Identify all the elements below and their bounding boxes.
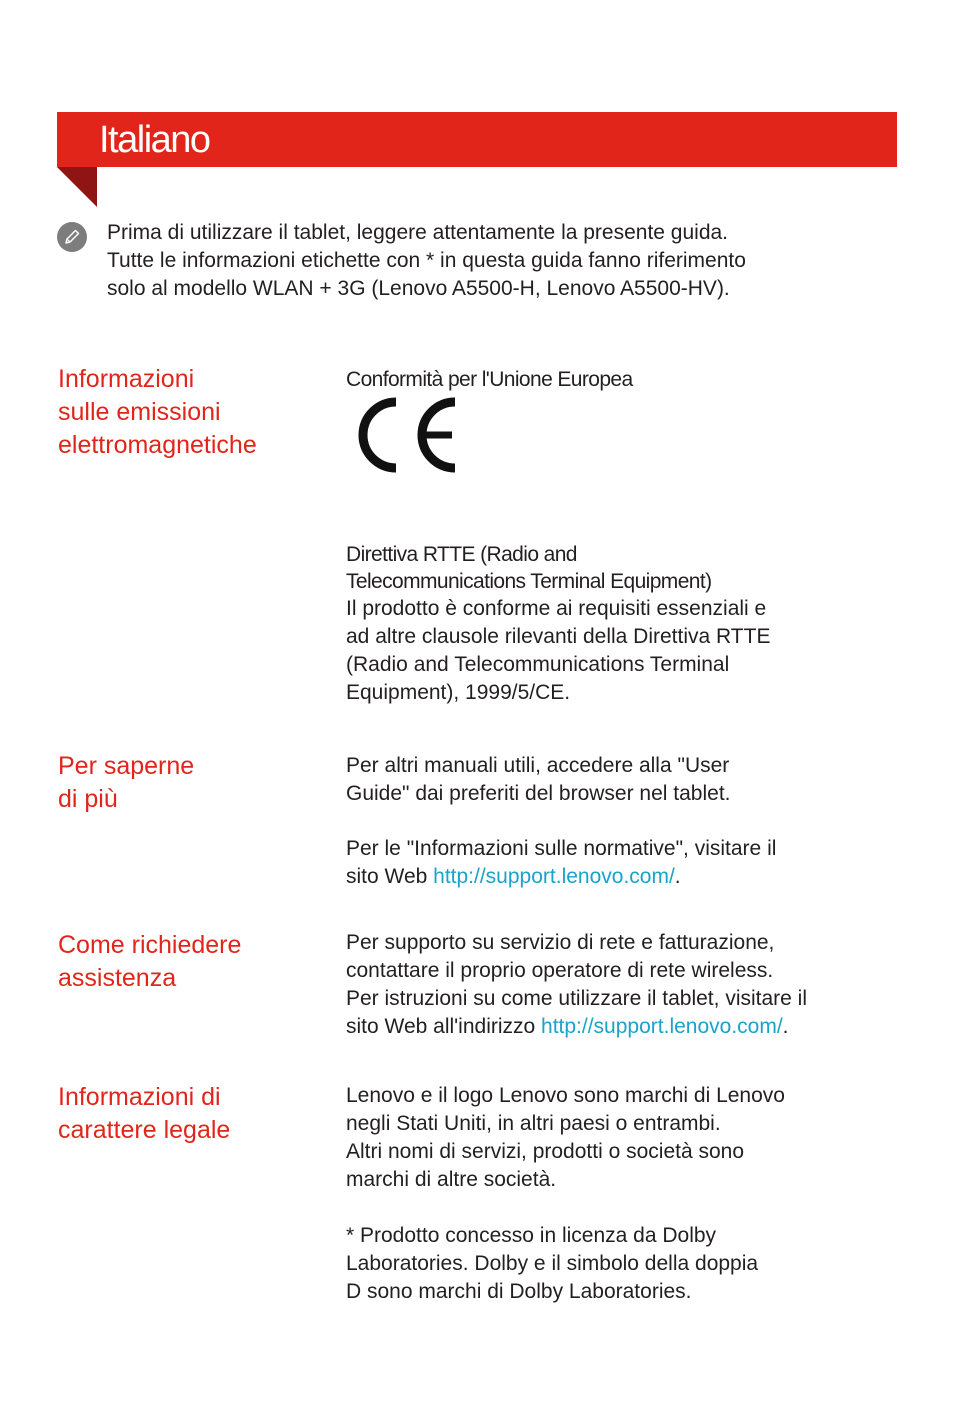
support-link[interactable]: http://support.lenovo.com/: [433, 865, 675, 888]
note-line: Prima di utilizzare il tablet, leggere attentamente la presente guida.: [107, 221, 729, 244]
ce-mark-logo: [346, 394, 462, 476]
section-label-emissions: Informazioni sulle emissioni elettromagnetiche: [58, 365, 257, 459]
rtte-heading: Direttiva RTTE (Radio and Telecommunications Terminal Equipment): [346, 543, 712, 593]
page-title: Italiano: [99, 119, 210, 161]
section-label-support: Come richiedere assistenza: [58, 931, 242, 992]
section-label-legal: Informazioni di carattere legale: [58, 1083, 231, 1144]
banner-fold: [57, 167, 97, 207]
support-paragraph: Per supporto su servizio di rete e fatturazione, contattare il proprio operatore di rete wireless. Per istruzioni su come utilizzare il tablet, visitare il sito Web all'indirizzo http://support.lenovo.com/.: [346, 931, 807, 1038]
legal-paragraph-2: * Prodotto concesso in licenza da Dolby Laboratories. Dolby e il simbolo della doppia D sono marchi di Dolby Laboratories.: [346, 1224, 759, 1303]
section-label-more-info: Per saperne di più: [58, 752, 195, 813]
note-text: [107, 219, 867, 303]
pencil-icon: [57, 222, 87, 252]
legal-paragraph-1: Lenovo e il logo Lenovo sono marchi di Lenovo negli Stati Uniti, in altri paesi o entrambi. Altri nomi di servizi, prodotti o società sono marchi di altre società.: [346, 1084, 785, 1191]
rtte-body: Il prodotto è conforme ai requisiti essenziali e ad altre clausole rilevanti della Direttiva RTTE (Radio and Telecommunications Terminal Equipment), 1999/5/CE.: [346, 597, 771, 704]
note-line: Tutte le informazioni etichette con * in questa guida fanno riferimento: [107, 249, 746, 272]
more-info-paragraph-2: Per le "Informazioni sulle normative", visitare il sito Web http://support.lenovo.com/.: [346, 837, 777, 888]
title-banner: [57, 112, 897, 167]
more-info-paragraph-1: Per altri manuali utili, accedere alla "User Guide" dai preferiti del browser nel tablet.: [346, 754, 731, 805]
support-link[interactable]: http://support.lenovo.com/: [541, 1015, 783, 1038]
note-line: solo al modello WLAN + 3G (Lenovo A5500-H, Lenovo A5500-HV).: [107, 277, 730, 300]
eu-compliance-heading: Conformità per l'Unione Europea: [346, 368, 633, 391]
